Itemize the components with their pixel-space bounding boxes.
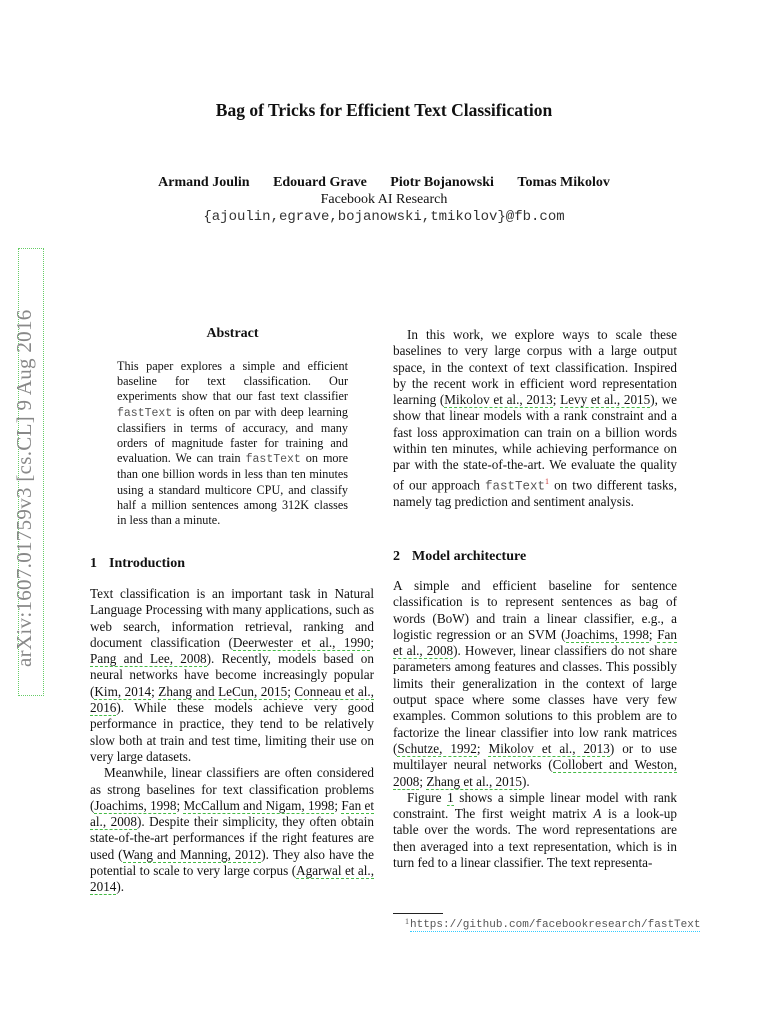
footnote-url-link[interactable]: https://github.com/facebookresearch/fastText	[410, 919, 701, 931]
code-fasttext: fastText	[245, 453, 301, 467]
citation-link[interactable]: Fan et al., 2008	[393, 626, 677, 659]
code-fasttext: fastText	[485, 479, 546, 494]
paper-title: Bag of Tricks for Efficient Text Classification	[215, 100, 553, 120]
citation-link[interactable]: Levy et al., 2015	[560, 392, 651, 408]
paragraph: Text classification is an important task in Natural Language Processing with many applications, such as web search, information retrieval, ranking and document classification (Deerwester et al., 1990; Pang and Lee, 2008). Recently, models based on neural networks have become increasingly popular (Kim, 2014; Zhang and LeCun, 2015; Conneau et al., 2016). While these models achieve very good performance in practice, they tend to be relatively slow both at train and test time, limiting their use on very large datasets.	[90, 586, 374, 764]
paragraph: Figure 1 shows a simple linear model with rank constraint. The first weight matrix A is a look-up table over the words. The word representations are then averaged into a text representation, which is in turn fed to a linear classifier. The text representa-	[393, 789, 677, 871]
citation-link[interactable]: Kim, 2014	[94, 683, 152, 699]
author: Tomas Mikolov	[517, 175, 610, 190]
arxiv-identifier[interactable]: arXiv:1607.01759v3 [cs.CL] 9 Aug 2016	[12, 309, 36, 667]
footnote-rule	[393, 913, 443, 914]
section-heading-introduction: 1 Introduction	[90, 556, 185, 571]
footnote-number: 1	[405, 917, 409, 926]
paragraph: A simple and efficient baseline for sentence classification is to represent sentences as bag of words (BoW) and train a linear classifier, e.g., a logistic regression or an SVM (Joachims, 1998; Fan et al., 2008). However, linear classifiers do not share parameters among features and classes. This possibly limits their generalization in the context of large output space where some classes have very few examples. Common solutions to this problem are to factorize the linear classifier into low rank matrices (Schutze, 1992; Mikolov et al., 2013) or to use multilayer neural networks (Collobert and Weston, 2008; Zhang et al., 2015).	[393, 578, 677, 789]
citation-link[interactable]: Zhang et al., 2015	[426, 773, 522, 789]
paragraph: Meanwhile, linear classifiers are often considered as strong baselines for text classification problems (Joachims, 1998; McCallum and Nigam, 1998; Fan et al., 2008). Despite their simplicity, they often obtain state-of-the-art performances if the right features are used (Wang and Manning, 2012). They also have the potential to scale to very large corpus (Agarwal et al., 2014).	[90, 765, 374, 895]
citation-link[interactable]: Mikolov et al., 2013	[444, 392, 553, 408]
intro-continued-body	[393, 327, 677, 511]
citation-link[interactable]: Agarwal et al., 2014	[90, 863, 374, 895]
citation-link[interactable]: Schutze, 1992	[397, 740, 477, 756]
author: Edouard Grave	[273, 175, 367, 190]
abstract-body: This paper explores a simple and efficient baseline for text classification. Our experiments show that our fast text classifier fastText is often on par with deep learning classifiers in terms of accuracy, and many orders of magnitude faster for training and evaluation. We can train fastText on more than one billion words in less than ten minutes using a standard multicore CPU, and classify half a million sentences among 312K classes in less than a minute.	[117, 359, 348, 528]
author-list	[0, 175, 768, 191]
citation-link[interactable]: Wang and Manning, 2012	[122, 846, 262, 862]
section-heading-model-architecture: 2 Model architecture	[393, 549, 527, 564]
author: Armand Joulin	[158, 175, 250, 190]
citation-link[interactable]: Joachims, 1998	[565, 626, 649, 642]
paragraph: In this work, we explore ways to scale these baselines to very large corpus with a large output space, in the context of text classification. Inspired by the recent work in efficient word representation learning (Mikolov et al., 2013; Levy et al., 2015), we show that linear models with a rank constraint and a fast loss approximation can train on a billion words within ten minutes, while achieving performance on par with the state-of-the-art. We evaluate the quality of our approach fastText$^1$ on two different tasks, namely tag prediction and sentiment analysis.	[393, 327, 677, 510]
introduction-body	[90, 586, 374, 896]
citation-link[interactable]: Mikolov et al., 2013	[488, 740, 610, 756]
citation-link[interactable]: Collobert and Weston, 2008	[393, 757, 677, 789]
citation-link[interactable]: Zhang and LeCun, 2015	[158, 683, 288, 699]
author: Piotr Bojanowski	[390, 175, 494, 190]
footnote-marker[interactable]: 1	[545, 476, 550, 486]
citation-link[interactable]: Conneau et al., 2016	[90, 683, 374, 716]
figure-reference-link[interactable]: 1	[447, 789, 454, 805]
model-architecture-body	[393, 578, 677, 871]
code-fasttext: fastText	[117, 406, 173, 420]
affiliation: Facebook AI Research	[320, 192, 448, 207]
citation-link[interactable]: Joachims, 1998	[94, 797, 177, 813]
citation-link[interactable]: Pang and Lee, 2008	[90, 651, 207, 667]
citation-link[interactable]: McCallum and Nigam, 1998	[183, 797, 335, 813]
author-emails: {ajoulin,egrave,bojanowski,tmikolov}@fb.com	[203, 209, 565, 225]
citation-link[interactable]: Deerwester et al., 1990	[232, 634, 371, 650]
abstract-heading: Abstract	[206, 326, 259, 341]
citation-link[interactable]: Fan et al., 2008	[90, 797, 374, 830]
math-variable: A	[593, 806, 602, 822]
